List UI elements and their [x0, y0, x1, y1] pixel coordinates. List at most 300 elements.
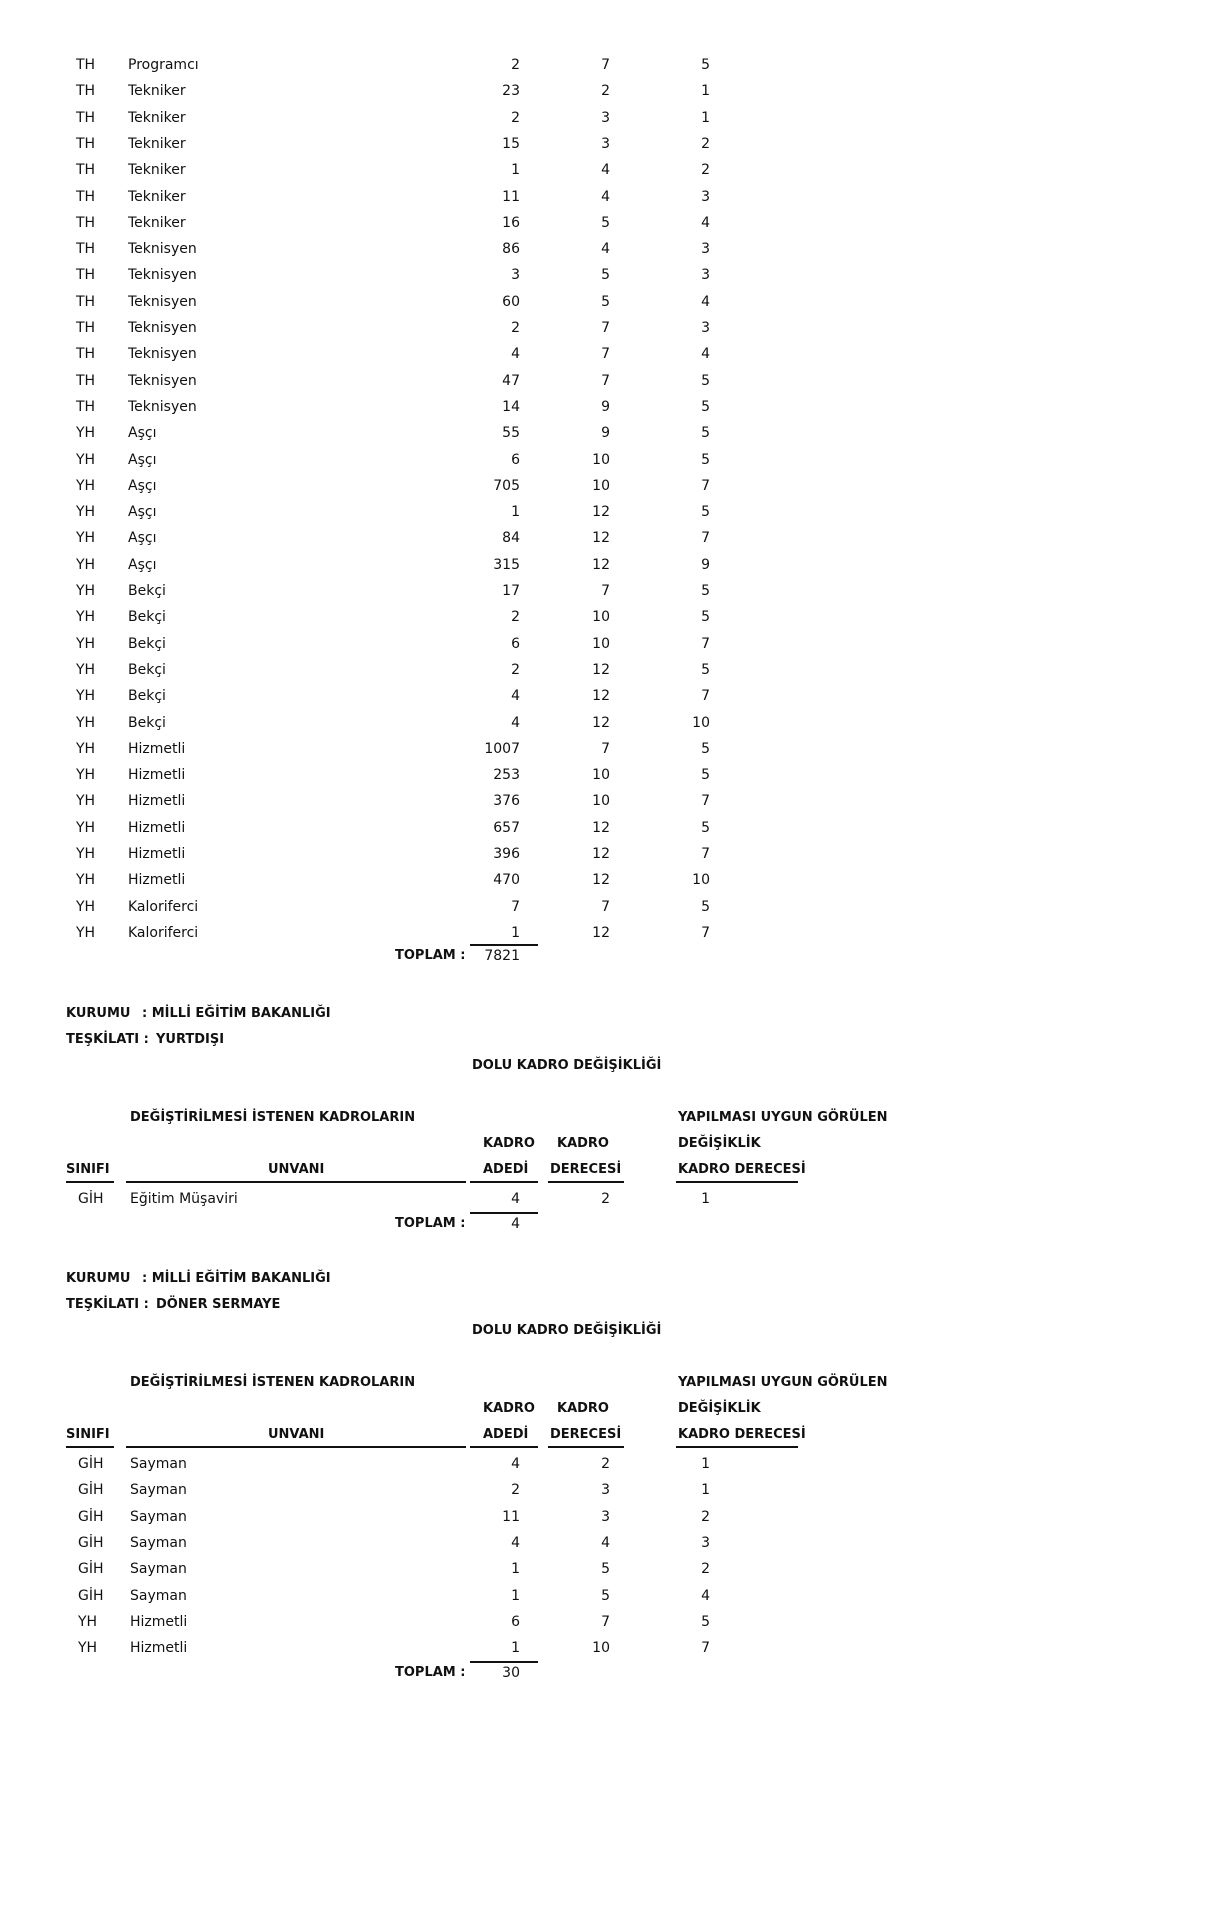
- cell-yapilmasi-uygun: 1: [701, 109, 710, 126]
- table-row: [0, 894, 1223, 920]
- cell-kadro-derecesi: 12: [592, 872, 610, 889]
- cell-kadro-adedi: 23: [502, 83, 520, 100]
- cell-kadro-adedi: 1: [511, 1587, 520, 1604]
- cell-yapilmasi-uygun: 7: [701, 635, 710, 652]
- cell-kadro-derecesi: 5: [601, 214, 610, 231]
- cell-sinifi: YH: [76, 477, 96, 494]
- cell-sinifi: TH: [76, 57, 96, 73]
- cell-sinifi: TH: [76, 135, 96, 152]
- cell-kadro-adedi: 2: [511, 109, 520, 126]
- table-row: [0, 841, 1223, 867]
- cell-sinifi: GİH: [78, 1508, 104, 1525]
- underline-kadro-derecesi: [676, 1181, 798, 1183]
- cell-kadro-adedi: 2: [511, 661, 520, 678]
- cell-unvani: Bekçi: [128, 714, 166, 731]
- table-row: [0, 1583, 1223, 1609]
- cell-sinifi: YH: [76, 819, 96, 836]
- cell-yapilmasi-uygun: 9: [701, 556, 710, 573]
- header-adedi: ADEDİ: [483, 1162, 529, 1177]
- cell-yapilmasi-uygun: 7: [701, 1640, 710, 1657]
- cell-sinifi: TH: [76, 214, 96, 231]
- cell-sinifi: TH: [76, 162, 96, 179]
- cell-unvani: Aşçı: [128, 530, 157, 547]
- cell-yapilmasi-uygun: 5: [701, 398, 710, 415]
- cell-sinifi: TH: [76, 398, 96, 415]
- cell-unvani: Tekniker: [128, 214, 186, 231]
- cell-sinifi: YH: [76, 767, 96, 784]
- header-degisiklik: DEĞİŞİKLİK: [678, 1136, 761, 1151]
- cell-kadro-derecesi: 2: [601, 1456, 610, 1472]
- total-label: TOPLAM :: [395, 948, 466, 963]
- table-row: [0, 683, 1223, 709]
- cell-kadro-derecesi: 2: [601, 83, 610, 100]
- table-row: [0, 52, 1223, 78]
- cell-kadro-adedi: 253: [493, 767, 520, 784]
- header-sinifi: SINIFI: [66, 1427, 110, 1442]
- cell-kadro-derecesi: 3: [601, 1482, 610, 1499]
- underline-unvani: [126, 1446, 466, 1448]
- cell-kadro-derecesi: 12: [592, 504, 610, 521]
- cell-kadro-adedi: 84: [502, 530, 520, 547]
- cell-sinifi: YH: [76, 661, 96, 678]
- cell-unvani: Sayman: [130, 1508, 187, 1525]
- section-title: DOLU KADRO DEĞİŞİKLİĞİ: [472, 1058, 662, 1073]
- table-row: [0, 710, 1223, 736]
- cell-sinifi: GİH: [78, 1587, 104, 1604]
- cell-yapilmasi-uygun: 5: [701, 898, 710, 915]
- total-underline: [470, 944, 538, 946]
- cell-sinifi: TH: [76, 293, 96, 310]
- cell-unvani: Bekçi: [128, 635, 166, 652]
- cell-kadro-derecesi: 12: [592, 714, 610, 731]
- header-yapilmasi: YAPILMASI UYGUN GÖRÜLEN: [678, 1110, 888, 1125]
- table-row: [0, 815, 1223, 841]
- cell-unvani: Hizmetli: [128, 740, 186, 757]
- cell-unvani: Hizmetli: [130, 1640, 188, 1657]
- kurumu-value: : MİLLİ EĞİTİM BAKANLIĞI: [142, 1271, 331, 1286]
- cell-unvani: Aşçı: [128, 477, 157, 494]
- table-row: [0, 1635, 1223, 1661]
- cell-kadro-derecesi: 12: [592, 819, 610, 836]
- cell-unvani: Bekçi: [128, 688, 166, 705]
- cell-kadro-derecesi: 7: [601, 740, 610, 757]
- cell-kadro-derecesi: 4: [601, 241, 610, 258]
- underline-adedi: [470, 1446, 538, 1448]
- header-kadro-derecesi: KADRO DERECESİ: [678, 1427, 806, 1442]
- cell-kadro-adedi: 16: [502, 214, 520, 231]
- table-row: [0, 631, 1223, 657]
- cell-kadro-derecesi: 5: [601, 1587, 610, 1604]
- cell-kadro-adedi: 376: [493, 793, 520, 810]
- cell-unvani: Tekniker: [128, 162, 186, 179]
- cell-yapilmasi-uygun: 3: [701, 241, 710, 258]
- table-row: [0, 78, 1223, 104]
- cell-sinifi: TH: [76, 241, 96, 258]
- cell-kadro-adedi: 4: [511, 688, 520, 705]
- cell-kadro-adedi: 2: [511, 320, 520, 336]
- header-derecesi: DERECESİ: [550, 1427, 622, 1442]
- table-row: [0, 289, 1223, 315]
- table-row: [0, 105, 1223, 131]
- cell-sinifi: YH: [76, 504, 96, 521]
- cell-kadro-adedi: 4: [511, 1456, 520, 1472]
- cell-kadro-adedi: 2: [511, 609, 520, 626]
- cell-sinifi: GİH: [78, 1534, 104, 1551]
- underline-derecesi: [548, 1446, 624, 1448]
- table-row: [0, 368, 1223, 394]
- kurumu-value: : MİLLİ EĞİTİM BAKANLIĞI: [142, 1006, 331, 1021]
- cell-kadro-derecesi: 7: [601, 583, 610, 599]
- table-row: [0, 788, 1223, 814]
- cell-yapilmasi-uygun: 7: [701, 530, 710, 547]
- cell-kadro-derecesi: 12: [592, 661, 610, 678]
- cell-kadro-derecesi: 5: [601, 293, 610, 310]
- cell-unvani: Kaloriferci: [128, 924, 199, 941]
- table-row: [0, 131, 1223, 157]
- table-row: [0, 315, 1223, 341]
- table-row: [0, 736, 1223, 762]
- cell-kadro-adedi: 1: [511, 924, 520, 941]
- cell-yapilmasi-uygun: 1: [701, 1482, 710, 1499]
- cell-sinifi: YH: [76, 872, 96, 889]
- cell-sinifi: TH: [76, 320, 96, 336]
- cell-kadro-derecesi: 10: [592, 793, 610, 810]
- cell-yapilmasi-uygun: 7: [701, 477, 710, 494]
- cell-unvani: Aşçı: [128, 451, 157, 468]
- table-row: [0, 184, 1223, 210]
- cell-sinifi: GİH: [78, 1561, 104, 1578]
- header-degistirilmesi: DEĞİŞTİRİLMESİ İSTENEN KADROLARIN: [130, 1110, 416, 1125]
- cell-yapilmasi-uygun: 7: [701, 793, 710, 810]
- cell-yapilmasi-uygun: 7: [701, 846, 710, 862]
- table-row: [0, 1186, 1223, 1212]
- cell-yapilmasi-uygun: 5: [701, 1613, 710, 1630]
- underline-kadro-derecesi: [676, 1446, 798, 1448]
- cell-unvani: Sayman: [130, 1456, 187, 1472]
- cell-sinifi: TH: [76, 188, 96, 205]
- cell-unvani: Bekçi: [128, 661, 166, 678]
- cell-sinifi: YH: [76, 425, 96, 442]
- cell-kadro-derecesi: 7: [601, 898, 610, 915]
- cell-kadro-adedi: 7: [511, 898, 520, 915]
- table-row: [0, 920, 1223, 946]
- cell-kadro-derecesi: 4: [601, 1534, 610, 1551]
- table-row: [0, 604, 1223, 630]
- cell-yapilmasi-uygun: 5: [701, 609, 710, 626]
- cell-kadro-adedi: 17: [502, 583, 520, 599]
- cell-yapilmasi-uygun: 4: [701, 346, 710, 363]
- cell-yapilmasi-uygun: 5: [701, 740, 710, 757]
- cell-sinifi: TH: [76, 83, 96, 100]
- cell-yapilmasi-uygun: 10: [692, 714, 710, 731]
- header-unvani: UNVANI: [268, 1427, 325, 1442]
- teskilati-label: TEŞKİLATI :: [66, 1032, 149, 1047]
- total-label: TOPLAM :: [395, 1665, 466, 1680]
- cell-unvani: Bekçi: [128, 583, 166, 599]
- cell-yapilmasi-uygun: 4: [701, 293, 710, 310]
- underline-adedi: [470, 1181, 538, 1183]
- cell-sinifi: YH: [76, 924, 96, 941]
- table-row: [0, 157, 1223, 183]
- cell-unvani: Teknisyen: [128, 346, 197, 363]
- section-title: DOLU KADRO DEĞİŞİKLİĞİ: [472, 1323, 662, 1338]
- cell-yapilmasi-uygun: 3: [701, 188, 710, 205]
- header-degisiklik: DEĞİŞİKLİK: [678, 1401, 761, 1416]
- cell-kadro-derecesi: 12: [592, 530, 610, 547]
- cell-unvani: Teknisyen: [128, 293, 197, 310]
- table-row: [0, 394, 1223, 420]
- cell-sinifi: TH: [76, 109, 96, 126]
- cell-unvani: Teknisyen: [128, 320, 197, 336]
- table-row: [0, 762, 1223, 788]
- underline-sinifi: [66, 1181, 114, 1183]
- cell-sinifi: YH: [78, 1640, 98, 1657]
- header-kadro-derecesi: KADRO DERECESİ: [678, 1162, 806, 1177]
- cell-sinifi: YH: [76, 714, 96, 731]
- cell-unvani: Teknisyen: [128, 267, 197, 284]
- cell-kadro-derecesi: 10: [592, 635, 610, 652]
- cell-yapilmasi-uygun: 5: [701, 504, 710, 521]
- cell-kadro-derecesi: 7: [601, 57, 610, 73]
- table-row: [0, 447, 1223, 473]
- cell-kadro-derecesi: 7: [601, 1613, 610, 1630]
- cell-sinifi: YH: [76, 635, 96, 652]
- cell-sinifi: YH: [76, 846, 96, 862]
- cell-kadro-derecesi: 10: [592, 451, 610, 468]
- cell-kadro-derecesi: 7: [601, 372, 610, 389]
- cell-sinifi: TH: [76, 372, 96, 389]
- header-unvani: UNVANI: [268, 1162, 325, 1177]
- table-row: [0, 657, 1223, 683]
- cell-kadro-derecesi: 10: [592, 477, 610, 494]
- cell-yapilmasi-uygun: 5: [701, 819, 710, 836]
- cell-yapilmasi-uygun: 5: [701, 583, 710, 599]
- cell-yapilmasi-uygun: 3: [701, 1534, 710, 1551]
- table-row: [0, 525, 1223, 551]
- cell-kadro-adedi: 470: [493, 872, 520, 889]
- cell-unvani: Bekçi: [128, 609, 166, 626]
- cell-sinifi: YH: [76, 530, 96, 547]
- cell-kadro-adedi: 396: [493, 846, 520, 862]
- cell-unvani: Aşçı: [128, 556, 157, 573]
- cell-kadro-adedi: 15: [502, 135, 520, 152]
- cell-unvani: Aşçı: [128, 504, 157, 521]
- cell-unvani: Tekniker: [128, 188, 186, 205]
- teskilati-label: TEŞKİLATI :: [66, 1297, 149, 1312]
- cell-yapilmasi-uygun: 5: [701, 661, 710, 678]
- table-row: [0, 867, 1223, 893]
- cell-unvani: Eğitim Müşaviri: [130, 1191, 238, 1207]
- cell-unvani: Kaloriferci: [128, 898, 199, 915]
- cell-yapilmasi-uygun: 2: [701, 135, 710, 152]
- cell-yapilmasi-uygun: 2: [701, 1561, 710, 1578]
- cell-kadro-derecesi: 7: [601, 320, 610, 336]
- table-row: [0, 1609, 1223, 1635]
- header-adedi: ADEDİ: [483, 1427, 529, 1442]
- cell-sinifi: GİH: [78, 1191, 104, 1207]
- cell-sinifi: YH: [76, 688, 96, 705]
- total-value: 4: [511, 1216, 520, 1232]
- cell-kadro-adedi: 14: [502, 398, 520, 415]
- cell-kadro-derecesi: 7: [601, 346, 610, 363]
- underline-unvani: [126, 1181, 466, 1183]
- cell-yapilmasi-uygun: 5: [701, 372, 710, 389]
- cell-yapilmasi-uygun: 5: [701, 425, 710, 442]
- header-sinifi: SINIFI: [66, 1162, 110, 1177]
- cell-kadro-derecesi: 12: [592, 924, 610, 941]
- cell-sinifi: GİH: [78, 1482, 104, 1499]
- total-value: 30: [502, 1665, 520, 1681]
- cell-unvani: Sayman: [130, 1561, 187, 1578]
- cell-yapilmasi-uygun: 7: [701, 924, 710, 941]
- table-row: [0, 552, 1223, 578]
- cell-kadro-adedi: 4: [511, 346, 520, 363]
- cell-kadro-adedi: 2: [511, 1482, 520, 1499]
- cell-sinifi: TH: [76, 267, 96, 284]
- header-kadro-adedi-top: KADRO: [483, 1136, 535, 1151]
- cell-kadro-adedi: 11: [502, 1508, 520, 1525]
- cell-kadro-adedi: 315: [493, 556, 520, 573]
- cell-kadro-adedi: 86: [502, 241, 520, 258]
- cell-kadro-adedi: 1: [511, 1561, 520, 1578]
- cell-unvani: Tekniker: [128, 135, 186, 152]
- cell-unvani: Aşçı: [128, 425, 157, 442]
- cell-unvani: Sayman: [130, 1587, 187, 1604]
- total-value: 7821: [484, 948, 520, 964]
- table-row: [0, 210, 1223, 236]
- cell-unvani: Hizmetli: [128, 846, 186, 862]
- kurumu-label: KURUMU: [66, 1271, 131, 1286]
- table-row: [0, 1530, 1223, 1556]
- cell-kadro-derecesi: 5: [601, 1561, 610, 1578]
- cell-kadro-derecesi: 10: [592, 767, 610, 784]
- cell-yapilmasi-uygun: 10: [692, 872, 710, 889]
- cell-unvani: Tekniker: [128, 83, 186, 100]
- cell-unvani: Hizmetli: [128, 767, 186, 784]
- cell-unvani: Hizmetli: [128, 872, 186, 889]
- cell-sinifi: YH: [76, 583, 96, 599]
- total-label: TOPLAM :: [395, 1216, 466, 1231]
- table-row: [0, 341, 1223, 367]
- cell-unvani: Programcı: [128, 57, 199, 73]
- table-row: [0, 236, 1223, 262]
- cell-kadro-derecesi: 4: [601, 188, 610, 205]
- header-degistirilmesi: DEĞİŞTİRİLMESİ İSTENEN KADROLARIN: [130, 1375, 416, 1390]
- cell-unvani: Teknisyen: [128, 372, 197, 389]
- cell-sinifi: TH: [76, 346, 96, 363]
- cell-sinifi: GİH: [78, 1456, 104, 1472]
- cell-sinifi: YH: [76, 898, 96, 915]
- cell-kadro-adedi: 1: [511, 1640, 520, 1657]
- cell-kadro-adedi: 4: [511, 1191, 520, 1207]
- cell-kadro-adedi: 55: [502, 425, 520, 442]
- cell-sinifi: YH: [76, 451, 96, 468]
- cell-yapilmasi-uygun: 3: [701, 267, 710, 284]
- table-row: [0, 473, 1223, 499]
- cell-kadro-adedi: 3: [511, 267, 520, 284]
- cell-kadro-derecesi: 3: [601, 1508, 610, 1525]
- cell-kadro-derecesi: 9: [601, 398, 610, 415]
- cell-kadro-adedi: 60: [502, 293, 520, 310]
- cell-kadro-adedi: 1: [511, 162, 520, 179]
- cell-kadro-derecesi: 10: [592, 1640, 610, 1657]
- cell-yapilmasi-uygun: 5: [701, 767, 710, 784]
- cell-kadro-derecesi: 4: [601, 162, 610, 179]
- cell-unvani: Hizmetli: [128, 793, 186, 810]
- cell-sinifi: YH: [78, 1613, 98, 1630]
- cell-kadro-derecesi: 12: [592, 556, 610, 573]
- cell-kadro-derecesi: 9: [601, 425, 610, 442]
- cell-yapilmasi-uygun: 7: [701, 688, 710, 705]
- cell-kadro-derecesi: 5: [601, 267, 610, 284]
- cell-kadro-adedi: 6: [511, 635, 520, 652]
- header-kadro-derecesi-top: KADRO: [557, 1136, 609, 1151]
- header-kadro-adedi-top: KADRO: [483, 1401, 535, 1416]
- cell-unvani: Hizmetli: [130, 1613, 188, 1630]
- underline-sinifi: [66, 1446, 114, 1448]
- cell-unvani: Tekniker: [128, 109, 186, 126]
- cell-yapilmasi-uygun: 5: [701, 451, 710, 468]
- cell-kadro-derecesi: 3: [601, 109, 610, 126]
- table-row: [0, 1504, 1223, 1530]
- cell-sinifi: YH: [76, 740, 96, 757]
- teskilati-value: YURTDIŞI: [156, 1032, 225, 1047]
- cell-sinifi: YH: [76, 556, 96, 573]
- header-yapilmasi: YAPILMASI UYGUN GÖRÜLEN: [678, 1375, 888, 1390]
- total-underline: [470, 1212, 538, 1214]
- cell-kadro-adedi: 657: [493, 819, 520, 836]
- cell-sinifi: YH: [76, 793, 96, 810]
- cell-kadro-adedi: 47: [502, 372, 520, 389]
- cell-kadro-adedi: 6: [511, 1613, 520, 1630]
- table-row: [0, 578, 1223, 604]
- cell-kadro-derecesi: 12: [592, 846, 610, 862]
- cell-kadro-adedi: 4: [511, 1534, 520, 1551]
- cell-yapilmasi-uygun: 1: [701, 83, 710, 100]
- cell-yapilmasi-uygun: 4: [701, 214, 710, 231]
- cell-kadro-adedi: 11: [502, 188, 520, 205]
- cell-yapilmasi-uygun: 1: [701, 1191, 710, 1207]
- cell-yapilmasi-uygun: 2: [701, 162, 710, 179]
- teskilati-value: DÖNER SERMAYE: [156, 1297, 281, 1312]
- cell-unvani: Sayman: [130, 1482, 187, 1499]
- cell-yapilmasi-uygun: 2: [701, 1508, 710, 1525]
- table-row: [0, 420, 1223, 446]
- underline-derecesi: [548, 1181, 624, 1183]
- cell-yapilmasi-uygun: 5: [701, 57, 710, 73]
- cell-sinifi: YH: [76, 609, 96, 626]
- total-underline: [470, 1661, 538, 1663]
- cell-kadro-derecesi: 2: [601, 1191, 610, 1207]
- table-row: [0, 262, 1223, 288]
- cell-yapilmasi-uygun: 1: [701, 1456, 710, 1472]
- kurumu-label: KURUMU: [66, 1006, 131, 1021]
- cell-kadro-adedi: 705: [493, 477, 520, 494]
- cell-unvani: Teknisyen: [128, 241, 197, 258]
- cell-yapilmasi-uygun: 4: [701, 1587, 710, 1604]
- cell-kadro-derecesi: 12: [592, 688, 610, 705]
- table-row: [0, 1477, 1223, 1503]
- table-row: [0, 1556, 1223, 1582]
- table-row: [0, 499, 1223, 525]
- cell-kadro-adedi: 2: [511, 57, 520, 73]
- table-row: [0, 1451, 1223, 1477]
- cell-kadro-derecesi: 3: [601, 135, 610, 152]
- cell-kadro-adedi: 1: [511, 504, 520, 521]
- cell-kadro-adedi: 1007: [484, 740, 520, 757]
- cell-unvani: Sayman: [130, 1534, 187, 1551]
- cell-yapilmasi-uygun: 3: [701, 320, 710, 336]
